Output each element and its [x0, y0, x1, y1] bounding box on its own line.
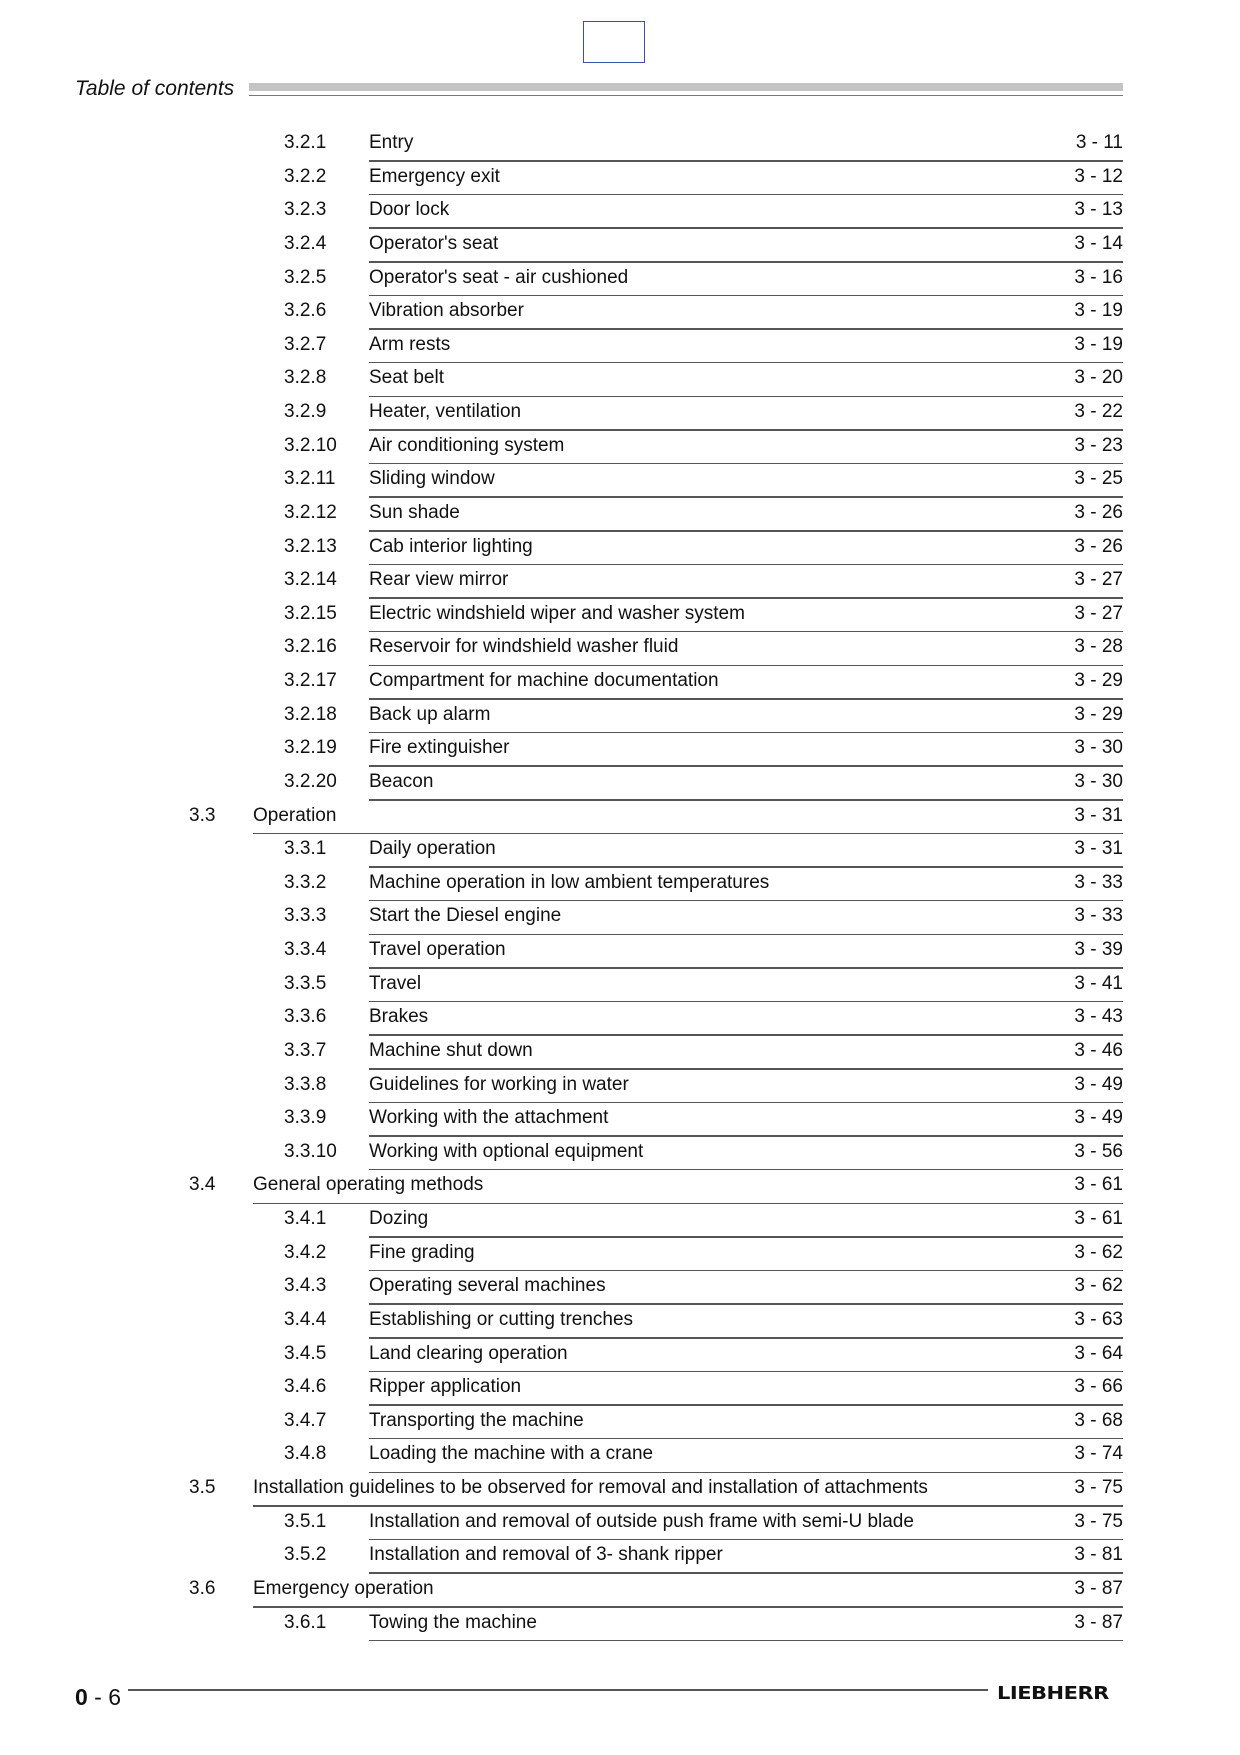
toc-entry-row[interactable]	[0, 1002, 1240, 1036]
toc-page-ref: 3 - 56	[1074, 1140, 1123, 1162]
toc-title: Daily operation	[369, 838, 496, 860]
toc-page-ref: 3 - 30	[1074, 770, 1123, 792]
toc-number: 3.3.3	[284, 905, 327, 927]
toc-entry-row[interactable]	[0, 128, 1240, 162]
toc-entry-row[interactable]	[0, 1238, 1240, 1272]
toc-page-ref: 3 - 62	[1074, 1275, 1123, 1297]
toc-page-ref: 3 - 87	[1074, 1577, 1123, 1599]
toc-page-ref: 3 - 74	[1074, 1443, 1123, 1465]
toc-number: 3.2.14	[284, 569, 337, 591]
toc-title: Vibration absorber	[369, 300, 524, 322]
toc-number: 3.2.11	[284, 468, 336, 490]
toc-title: Guidelines for working in water	[369, 1073, 629, 1095]
toc-number: 3.3	[189, 804, 216, 826]
toc-number: 3.3.1	[284, 838, 327, 860]
toc-number: 3.2.15	[284, 602, 337, 624]
toc-entry-row[interactable]	[0, 1137, 1240, 1171]
toc-entry-row[interactable]	[0, 1339, 1240, 1373]
toc-number: 3.5.2	[284, 1544, 327, 1566]
toc-title: Start the Diesel engine	[369, 905, 562, 927]
toc-title: Heater, ventilation	[369, 401, 522, 422]
toc-page-ref: 3 - 12	[1074, 165, 1123, 187]
toc-entry-row[interactable]	[0, 1540, 1240, 1574]
toc-title: Operator's seat - air cushioned	[369, 266, 629, 288]
toc-entry-row[interactable]	[0, 431, 1240, 465]
toc-title: Sun shade	[369, 501, 460, 523]
toc-number: 3.2.19	[284, 737, 337, 759]
toc-entry-row[interactable]	[0, 1271, 1240, 1305]
toc-entry-row[interactable]	[0, 969, 1240, 1003]
toc-number: 3.2.17	[284, 670, 337, 691]
toc-title: Establishing or cutting trenches	[369, 1308, 634, 1330]
toc-page-ref: 3 - 66	[1074, 1376, 1123, 1398]
toc-number: 3.4.2	[284, 1241, 327, 1263]
toc-number: 3.2.13	[284, 535, 337, 557]
toc-page-ref: 3 - 29	[1074, 670, 1123, 691]
toc-number: 3.3.10	[284, 1140, 337, 1162]
toc-title: Installation guidelines to be observed for removal and installation of attachments	[253, 1477, 928, 1498]
toc-number: 3.2.6	[284, 300, 327, 322]
toc-entry-row[interactable]	[0, 464, 1240, 498]
toc-entry-row[interactable]	[0, 1103, 1240, 1137]
toc-page-ref: 3 - 31	[1074, 804, 1123, 826]
toc-number: 3.3.4	[284, 939, 327, 960]
toc-page-ref: 3 - 25	[1074, 468, 1123, 490]
toc-page-ref: 3 - 27	[1074, 602, 1123, 624]
toc-number: 3.2.20	[284, 770, 337, 792]
toc-entry-row[interactable]	[0, 195, 1240, 229]
toc-title: Travel	[369, 972, 422, 994]
toc-row-rule	[369, 1640, 1123, 1642]
toc-section-row[interactable]	[0, 1473, 1240, 1507]
toc-page-ref: 3 - 14	[1074, 232, 1123, 254]
toc-page-ref: 3 - 29	[1074, 703, 1123, 725]
toc-list	[0, 128, 1240, 1641]
footer-page: 6	[108, 1684, 122, 1710]
toc-page-ref: 3 - 16	[1074, 266, 1123, 288]
toc-title: Brakes	[369, 1006, 429, 1028]
toc-title: Sliding window	[369, 468, 495, 490]
toc-page-ref: 3 - 33	[1074, 905, 1123, 927]
toc-entry-row[interactable]	[0, 1305, 1240, 1339]
toc-number: 3.3.8	[284, 1073, 327, 1095]
toc-number: 3.5.1	[284, 1510, 327, 1532]
toc-number: 3.4.1	[284, 1208, 327, 1229]
toc-entry-row[interactable]	[0, 1070, 1240, 1104]
toc-title: Working with the attachment	[369, 1107, 609, 1129]
footer-page-number	[75, 1684, 121, 1711]
toc-title: Machine operation in low ambient temperatures	[369, 871, 770, 893]
toc-page-ref: 3 - 49	[1074, 1107, 1123, 1129]
toc-number: 3.4.4	[284, 1308, 327, 1330]
toc-number: 3.2.9	[284, 401, 327, 422]
toc-title: Seat belt	[369, 367, 444, 389]
toc-page-ref: 3 - 49	[1074, 1073, 1123, 1095]
toc-entry-row[interactable]	[0, 700, 1240, 734]
page-title: Table of contents	[75, 77, 235, 100]
toc-entry-row[interactable]	[0, 1372, 1240, 1406]
toc-title: Emergency exit	[369, 165, 500, 187]
toc-title: Ripper application	[369, 1376, 522, 1398]
toc-number: 3.2.3	[284, 199, 327, 221]
toc-page-ref: 3 - 61	[1074, 1174, 1123, 1196]
toc-page-ref: 3 - 19	[1074, 333, 1123, 355]
toc-page-ref: 3 - 39	[1074, 939, 1123, 960]
toc-page-ref: 3 - 64	[1074, 1342, 1123, 1364]
toc-page-ref: 3 - 30	[1074, 737, 1123, 759]
toc-entry-row[interactable]	[0, 397, 1240, 431]
toc-page-ref: 3 - 43	[1074, 1006, 1123, 1028]
toc-title: Air conditioning system	[369, 434, 565, 456]
toc-title: Operating several machines	[369, 1275, 606, 1297]
toc-title: Operation	[253, 804, 337, 826]
toc-number: 3.3.5	[284, 972, 327, 994]
toc-number: 3.2.10	[284, 434, 337, 456]
toc-number: 3.2.7	[284, 333, 327, 355]
header-divider	[249, 95, 1123, 96]
toc-number: 3.3.7	[284, 1039, 327, 1061]
toc-entry-row[interactable]	[0, 599, 1240, 633]
toc-title: Door lock	[369, 199, 450, 221]
toc-title: Emergency operation	[253, 1577, 434, 1599]
toc-entry-row[interactable]	[0, 363, 1240, 397]
toc-entry-row[interactable]	[0, 1439, 1240, 1473]
toc-entry-row[interactable]	[0, 901, 1240, 935]
toc-title: Back up alarm	[369, 703, 491, 725]
toc-number: 3.4.7	[284, 1409, 327, 1431]
footer-separator: -	[87, 1684, 109, 1710]
toc-page-ref: 3 - 28	[1074, 636, 1123, 658]
toc-number: 3.2.5	[284, 266, 327, 288]
toc-page-ref: 3 - 20	[1074, 367, 1123, 389]
toc-number: 3.6.1	[284, 1611, 327, 1633]
toc-entry-row[interactable]	[0, 1507, 1240, 1541]
toc-page-ref: 3 - 26	[1074, 501, 1123, 523]
toc-page-ref: 3 - 19	[1074, 300, 1123, 322]
toc-number: 3.4.3	[284, 1275, 327, 1297]
toc-entry-row[interactable]	[0, 330, 1240, 364]
toc-entry-row[interactable]	[0, 532, 1240, 566]
toc-entry-row[interactable]	[0, 1406, 1240, 1440]
toc-page-ref: 3 - 75	[1074, 1510, 1123, 1532]
toc-entry-row[interactable]	[0, 935, 1240, 969]
liebherr-logo: LIEBHERR	[997, 1683, 1109, 1704]
toc-page-ref: 3 - 31	[1074, 838, 1123, 860]
toc-title: Arm rests	[369, 333, 451, 355]
toc-entry-row[interactable]	[0, 498, 1240, 532]
toc-entry-row[interactable]	[0, 1036, 1240, 1070]
toc-title: Travel operation	[369, 939, 506, 960]
toc-page-ref: 3 - 22	[1074, 401, 1123, 422]
toc-title: Reservoir for windshield washer fluid	[369, 636, 679, 658]
toc-page-ref: 3 - 87	[1074, 1611, 1123, 1633]
toc-number: 3.6	[189, 1577, 216, 1599]
toc-page-ref: 3 - 46	[1074, 1039, 1123, 1061]
toc-number: 3.2.18	[284, 703, 337, 725]
toc-title: Machine shut down	[369, 1039, 533, 1061]
toc-entry-row[interactable]	[0, 868, 1240, 902]
toc-number: 3.3.6	[284, 1006, 327, 1028]
toc-page-ref: 3 - 63	[1074, 1308, 1123, 1330]
toc-title: Beacon	[369, 770, 434, 792]
toc-title: Towing the machine	[369, 1611, 537, 1633]
toc-title: Working with optional equipment	[369, 1140, 644, 1162]
toc-page-ref: 3 - 33	[1074, 871, 1123, 893]
toc-number: 3.2.4	[284, 232, 327, 254]
toc-title: Electric windshield wiper and washer system	[369, 602, 745, 624]
toc-entry-row[interactable]	[0, 666, 1240, 700]
toc-number: 3.2.1	[284, 132, 327, 153]
toc-section-row[interactable]	[0, 1574, 1240, 1608]
toc-page-ref: 3 - 11	[1075, 132, 1123, 153]
toc-number: 3.2.12	[284, 501, 337, 523]
toc-entry-row[interactable]	[0, 229, 1240, 263]
toc-entry-row[interactable]	[0, 296, 1240, 330]
toc-entry-row[interactable]	[0, 767, 1240, 801]
toc-page-ref: 3 - 62	[1074, 1241, 1123, 1263]
toc-section-row[interactable]	[0, 801, 1240, 835]
header-bar	[249, 83, 1123, 91]
toc-number: 3.4	[189, 1174, 216, 1196]
toc-page-ref: 3 - 26	[1074, 535, 1123, 557]
toc-title: Compartment for machine documentation	[369, 670, 719, 691]
toc-title: Rear view mirror	[369, 569, 509, 591]
toc-entry-row[interactable]	[0, 263, 1240, 297]
toc-title: Transporting the machine	[369, 1409, 584, 1431]
toc-entry-row[interactable]	[0, 632, 1240, 666]
footer-chapter: 0	[75, 1684, 88, 1710]
footer-divider	[128, 1689, 988, 1691]
toc-number: 3.4.6	[284, 1376, 327, 1398]
toc-number: 3.5	[189, 1477, 216, 1498]
toc-entry-row[interactable]	[0, 1608, 1240, 1642]
toc-title: Dozing	[369, 1208, 429, 1229]
toc-page-ref: 3 - 27	[1074, 569, 1123, 591]
toc-page-ref: 3 - 75	[1074, 1477, 1123, 1498]
toc-number: 3.2.8	[284, 367, 327, 389]
toc-title: Land clearing operation	[369, 1342, 568, 1364]
toc-section-row[interactable]	[0, 1170, 1240, 1204]
toc-page-ref: 3 - 23	[1074, 434, 1123, 456]
toc-number: 3.2.16	[284, 636, 337, 658]
page-marker-box	[583, 21, 645, 63]
toc-page-ref: 3 - 81	[1074, 1544, 1123, 1566]
toc-title: Entry	[369, 132, 414, 153]
toc-page-ref: 3 - 13	[1074, 199, 1123, 221]
toc-title: Installation and removal of outside push frame with semi-U blade	[369, 1510, 914, 1532]
toc-entry-row[interactable]	[0, 834, 1240, 868]
toc-number: 3.4.8	[284, 1443, 327, 1465]
toc-entry-row[interactable]	[0, 565, 1240, 599]
toc-title: Operator's seat	[369, 232, 499, 254]
toc-page-ref: 3 - 61	[1074, 1208, 1123, 1229]
toc-title: General operating methods	[253, 1174, 484, 1196]
toc-title: Loading the machine with a crane	[369, 1443, 654, 1465]
toc-entry-row[interactable]	[0, 1204, 1240, 1238]
toc-page-ref: 3 - 68	[1074, 1409, 1123, 1431]
toc-entry-row[interactable]	[0, 733, 1240, 767]
toc-title: Fine grading	[369, 1241, 475, 1263]
toc-title: Fire extinguisher	[369, 737, 510, 759]
toc-number: 3.2.2	[284, 165, 327, 187]
toc-page-ref: 3 - 41	[1074, 972, 1123, 994]
toc-number: 3.4.5	[284, 1342, 327, 1364]
toc-title: Installation and removal of 3- shank ripper	[369, 1544, 723, 1566]
toc-number: 3.3.9	[284, 1107, 327, 1129]
toc-title: Cab interior lighting	[369, 535, 533, 557]
toc-number: 3.3.2	[284, 871, 327, 893]
toc-entry-row[interactable]	[0, 162, 1240, 196]
